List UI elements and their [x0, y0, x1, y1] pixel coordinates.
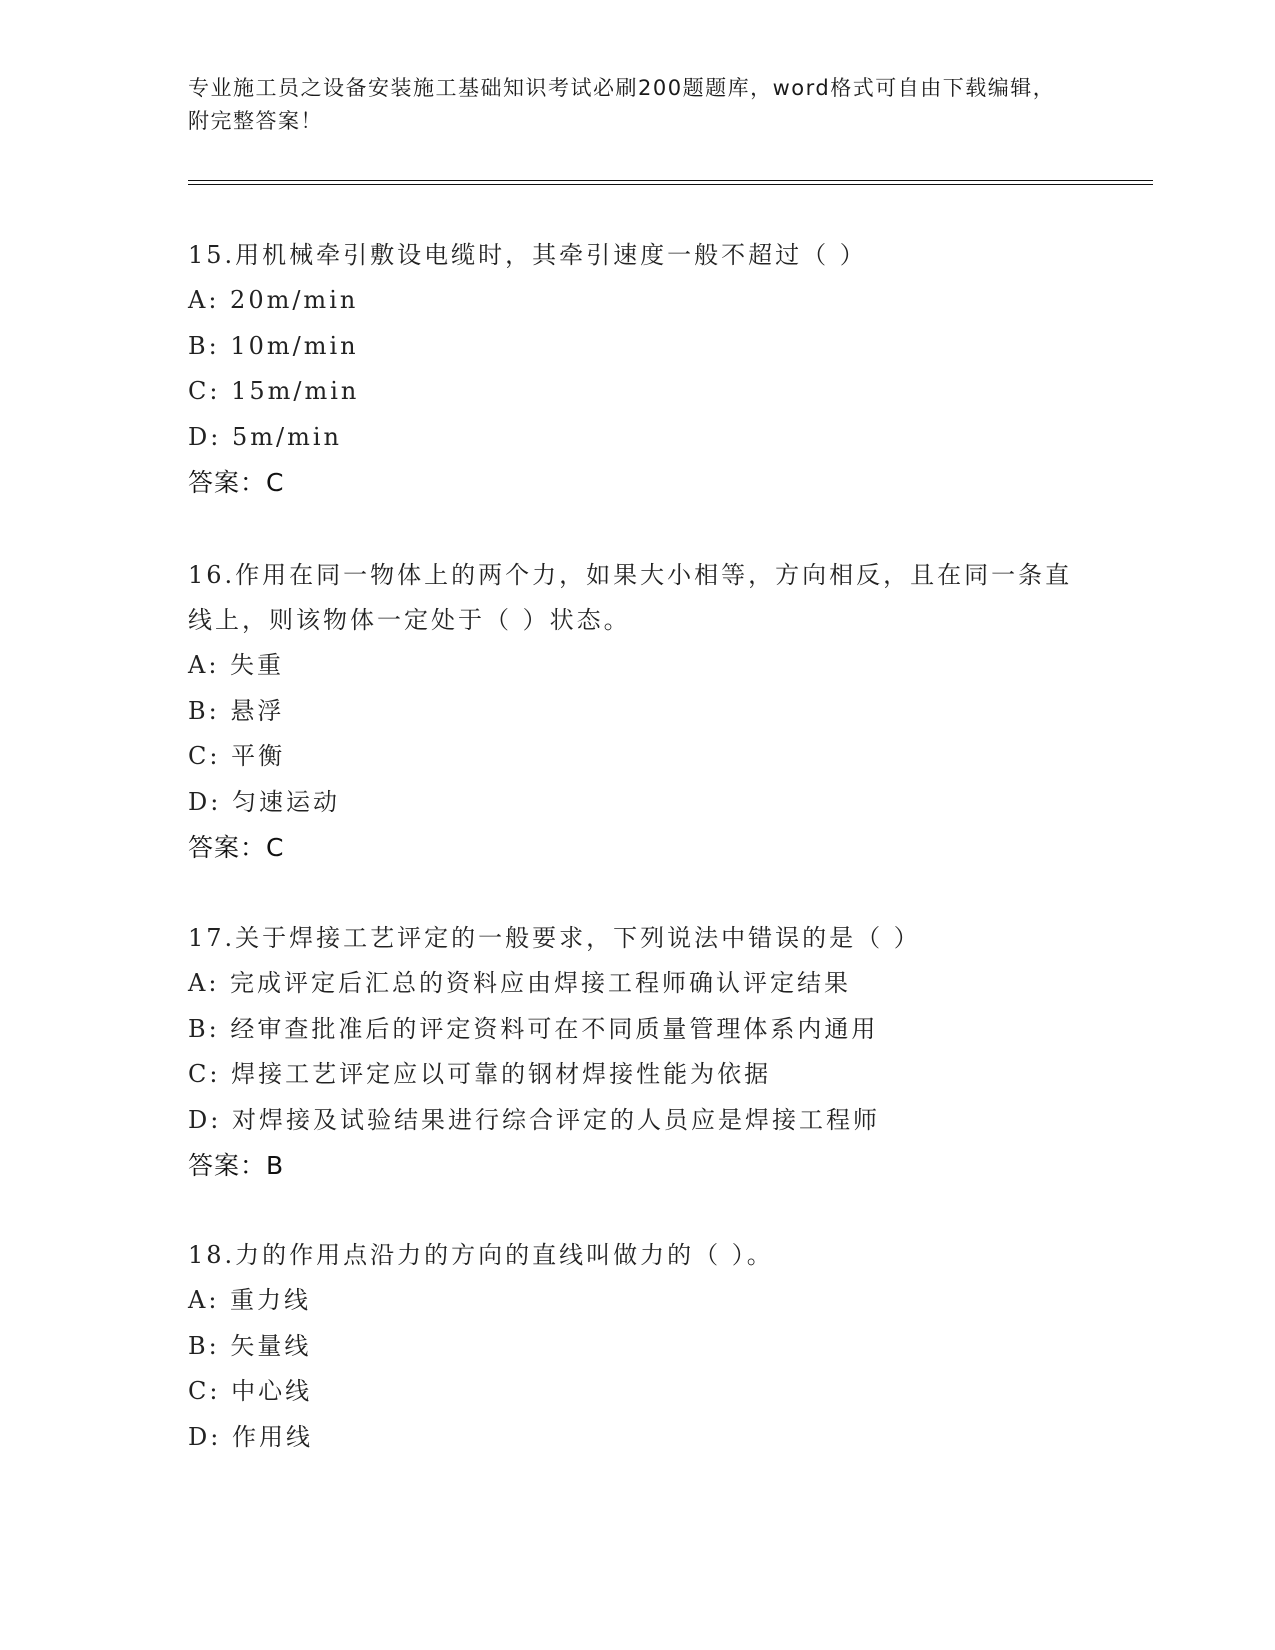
option-d: D: 作用线 [188, 1422, 313, 1451]
question-15 [188, 233, 1088, 506]
answer: 答案：B [188, 1151, 285, 1180]
answer: 答案：C [188, 833, 285, 862]
option-a: A: 失重 [188, 651, 285, 679]
question-stem: 18.力的作用点沿力的方向的直线叫做力的（ ）。 [188, 1241, 774, 1269]
option-c: C: 中心线 [188, 1377, 313, 1405]
option-a: A: 完成评定后汇总的资料应由焊接工程师确认评定结果 [188, 969, 852, 997]
option-a: A: 20m/min [188, 286, 359, 314]
option-c: C: 15m/min [188, 377, 360, 405]
option-b: B: 经审查批准后的评定资料可在不同质量管理体系内通用 [188, 1014, 879, 1043]
option-c: C: 平衡 [188, 742, 286, 770]
question-stem: 15.用机械牵引敷设电缆时，其牵引速度一般不超过（ ） [188, 241, 867, 269]
option-d: D: 匀速运动 [188, 787, 340, 816]
question-17 [188, 916, 1088, 1189]
option-b: B: 悬浮 [188, 696, 285, 725]
option-a: A: 重力线 [188, 1286, 312, 1314]
option-b: B: 矢量线 [188, 1331, 312, 1360]
header-divider-bottom [188, 184, 1153, 185]
document-title: 专业施工员之设备安装施工基础知识考试必刷200题题库，word格式可自由下载编辑，附完整答案！ [188, 76, 1056, 133]
question-16 [188, 553, 1088, 871]
question-stem: 16.作用在同一物体上的两个力，如果大小相等，方向相反，且在同一条直线上，则该物体一定处于（ ）状态。 [188, 561, 1073, 634]
option-d: D: 对焊接及试验结果进行综合评定的人员应是焊接工程师 [188, 1105, 880, 1134]
option-c: C: 焊接工艺评定应以可靠的钢材焊接性能为依据 [188, 1060, 772, 1088]
option-d: D: 5m/min [188, 422, 342, 451]
option-b: B: 10m/min [188, 331, 359, 360]
question-18 [188, 1233, 1088, 1460]
header-divider-top [188, 180, 1153, 181]
answer: 答案：C [188, 468, 285, 497]
question-stem: 17.关于焊接工艺评定的一般要求，下列说法中错误的是（ ） [188, 924, 921, 952]
document-header [188, 72, 1068, 138]
